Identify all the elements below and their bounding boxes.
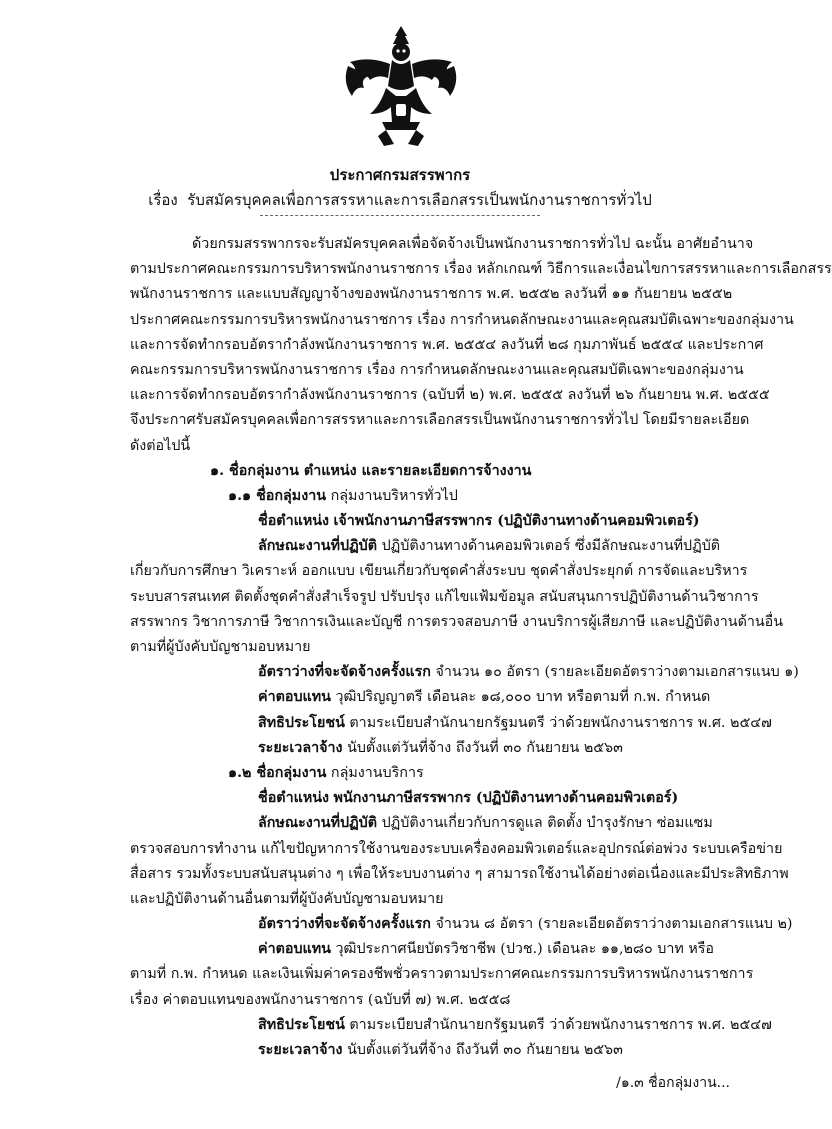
intro-line: ตามประกาศคณะกรรมการบริหารพนักงานราชการ เรื่อง หลักเกณฑ์ วิธีการและเงื่อนไขการสรรหาและการเลือกสรร — [130, 261, 832, 278]
subject-text: รับสมัครบุคคลเพื่อการสรรหาและการเลือกสรรเป็นพนักงานราชการทั่วไป — [187, 191, 652, 209]
s12-benefit-label: สิทธิประโยชน์ — [258, 1016, 345, 1033]
s11-duty-line: ระบบสารสนเทศ ติดตั้งชุดคำสั่งสำเร็จรูป ปรับปรุง แก้ไขแฟ้มข้อมูล สนับสนุนการปฏิบัติงานด้านวิชาการ — [130, 588, 759, 605]
s12-duty-line: และปฏิบัติงานด้านอื่นตามที่ผู้บังคับบัญชามอบหมาย — [130, 890, 444, 907]
s11-duty-line: เกี่ยวกับการศึกษา วิเคราะห์ ออกแบบ เขียนเกี่ยวกับชุดคำสั่งระบบ ชุดคำสั่งประยุกต์ การจัดและบริหาร — [130, 563, 748, 580]
s11-duty-line: ตามที่ผู้บังคับบัญชามอบหมาย — [130, 639, 311, 655]
s12-group-value: กลุ่มงานบริการ — [330, 764, 424, 781]
s11-duty-line: สรรพากร วิชาการภาษี วิชาการเงินและบัญชี การตรวจสอบภาษี งานบริการผู้เสียภาษี และปฏิบัติงานด้านอื่น — [130, 613, 784, 630]
s12-pay — [130, 937, 728, 962]
s11-pay — [130, 685, 728, 710]
document-body — [130, 232, 832, 1063]
intro-line: จึงประกาศรับสมัครบุคคลเพื่อการสรรหาและการเลือกสรรเป็นพนักงานราชการทั่วไป โดยมีรายละเอียด — [130, 412, 750, 429]
s11-group — [130, 484, 728, 509]
title-divider — [260, 215, 540, 216]
s12-duty — [130, 811, 728, 836]
s11-duty — [130, 534, 728, 559]
s11-position — [130, 509, 728, 534]
s12-pay-line: เรื่อง ค่าตอบแทนของพนักงานราชการ (ฉบับที่ ๗) พ.ศ. ๒๕๕๘ — [130, 991, 511, 1008]
s12-term-label: ระยะเวลาจ้าง — [258, 1042, 343, 1058]
intro-line: พนักงานราชการ และแบบสัญญาจ้างของพนักงานราชการ พ.ศ. ๒๕๕๒ ลงวันที่ ๑๑ กันยายน ๒๕๕๒ — [130, 286, 733, 303]
s12-position-value: พนักงานภาษีสรรพากร (ปฏิบัติงานทางด้านคอมพิวเตอร์) — [333, 790, 679, 807]
s12-duty-first: ปฏิบัติงานเกี่ยวกับการดูแล ติดตั้ง บำรุงรักษา ซ่อมแซม — [381, 815, 713, 832]
s12-vacancy-label: อัตราว่างที่จะจัดจ้างครั้งแรก — [258, 916, 431, 933]
s12-pay-label: ค่าตอบแทน — [258, 941, 331, 958]
s11-duty-label: ลักษณะงานที่ปฏิบัติ — [258, 538, 378, 555]
s12-pay-value: วุฒิประกาศนียบัตรวิชาชีพ (ปวช.) เดือนละ ๑๑,๒๘๐ บาท หรือ — [335, 941, 715, 958]
s12-benefit-value: ตามระเบียบสำนักนายกรัฐมนตรี ว่าด้วยพนักงานราชการ พ.ศ. ๒๕๔๗ — [349, 1016, 772, 1033]
intro-line: และการจัดทำกรอบอัตรากำลังพนักงานราชการ (ฉบับที่ ๒) พ.ศ. ๒๕๕๕ ลงวันที่ ๒๖ กันยายน พ.ศ. ๒๕๕๕ — [130, 387, 770, 404]
s12-vacancy-value: จำนวน ๘ อัตรา (รายละเอียดอัตราว่างตามเอกสารแนบ ๒) — [435, 916, 793, 933]
continuation-note: /๑.๓ ชื่อกลุ่มงาน... — [616, 1075, 730, 1091]
s11-vacancy-value: จำนวน ๑๐ อัตรา (รายละเอียดอัตราว่างตามเอกสารแนบ ๑) — [435, 664, 799, 681]
s11-position-value: เจ้าพนักงานภาษีสรรพากร (ปฏิบัติงานทางด้านคอมพิวเตอร์) — [333, 513, 700, 530]
s11-term — [130, 736, 728, 761]
s11-term-label: ระยะเวลาจ้าง — [258, 739, 343, 756]
s12-term-value: นับตั้งแต่วันที่จ้าง ถึงวันที่ ๓๐ กันยายน ๒๕๖๓ — [347, 1042, 623, 1058]
s11-group-value: กลุ่มงานบริหารทั่วไป — [330, 487, 458, 504]
s12-group — [130, 761, 728, 786]
s11-term-value: นับตั้งแต่วันที่จ้าง ถึงวันที่ ๓๐ กันยายน ๒๕๖๓ — [347, 739, 623, 756]
s12-group-label: ๑.๒ ชื่อกลุ่มงาน — [228, 764, 327, 781]
s12-pay-line: ตามที่ ก.พ. กำหนด และเงินเพิ่มค่าครองชีพชั่วคราวตามประกาศคณะกรรมการบริหารพนักงานราชการ — [130, 966, 754, 983]
s12-duty-line: สื่อสาร รวมทั้งระบบสนับสนุนต่าง ๆ เพื่อให้ระบบงานต่าง ๆ สามารถใช้งานได้อย่างต่อเนื่องและมีประสิทธิภาพ — [130, 865, 789, 882]
intro-line: และการจัดทำกรอบอัตรากำลังพนักงานราชการ พ.ศ. ๒๕๕๔ ลงวันที่ ๒๘ กุมภาพันธ์ ๒๕๕๔ และประกาศ — [130, 336, 764, 353]
intro-line: ประกาศคณะกรรมการบริหารพนักงานราชการ เรื่อง การกำหนดลักษณะงานและคุณสมบัติเฉพาะของกลุ่มงาน — [130, 311, 794, 328]
s12-duty-label: ลักษณะงานที่ปฏิบัติ — [258, 815, 378, 832]
s11-benefit-value: ตามระเบียบสำนักนายกรัฐมนตรี ว่าด้วยพนักงานราชการ พ.ศ. ๒๕๔๗ — [349, 714, 772, 731]
s12-position-label: ชื่อตำแหน่ง — [258, 790, 329, 807]
s11-vacancy — [130, 660, 799, 685]
s12-benefit — [130, 1013, 772, 1038]
s11-benefit-label: สิทธิประโยชน์ — [258, 714, 345, 731]
section-heading: ๑. ชื่อกลุ่มงาน ตำแหน่ง และรายละเอียดการจ้างงาน — [210, 462, 532, 479]
s11-group-label: ๑.๑ ชื่อกลุ่มงาน — [228, 487, 327, 504]
announcement-title: ประกาศกรมสรรพากร — [329, 166, 471, 184]
intro-line: ดังต่อไปนี้ — [130, 437, 191, 454]
s12-vacancy — [130, 912, 793, 937]
announcement-subject — [0, 188, 800, 212]
s12-term — [130, 1038, 728, 1063]
s12-duty-line: ตรวจสอบการทำงาน แก้ไขปัญหาการใช้งานของระบบเครื่องคอมพิวเตอร์และอุปกรณ์ต่อพ่วง ระบบเครือข่าย — [130, 840, 783, 857]
s11-position-label: ชื่อตำแหน่ง — [258, 513, 329, 530]
s11-pay-value: วุฒิปริญญาตรี เดือนละ ๑๘,๐๐๐ บาท หรือตามที่ ก.พ. กำหนด — [335, 689, 711, 706]
s12-position — [130, 786, 728, 811]
intro-line: ด้วยกรมสรรพากรจะรับสมัครบุคคลเพื่อจัดจ้างเป็นพนักงานราชการทั่วไป ฉะนั้น อาศัยอำนาจ — [192, 236, 754, 252]
s11-vacancy-label: อัตราว่างที่จะจัดจ้างครั้งแรก — [258, 664, 431, 681]
s11-benefit — [130, 711, 772, 736]
garuda-emblem — [340, 22, 462, 150]
intro-line: คณะกรรมการบริหารพนักงานราชการ เรื่อง การกำหนดลักษณะงานและคุณสมบัติเฉพาะของกลุ่มงาน — [130, 361, 744, 378]
s11-duty-first: ปฏิบัติงานทางด้านคอมพิวเตอร์ ซึ่งมีลักษณะงานที่ปฏิบัติ — [381, 538, 721, 555]
subject-label: เรื่อง — [148, 191, 178, 209]
s11-pay-label: ค่าตอบแทน — [258, 689, 331, 706]
